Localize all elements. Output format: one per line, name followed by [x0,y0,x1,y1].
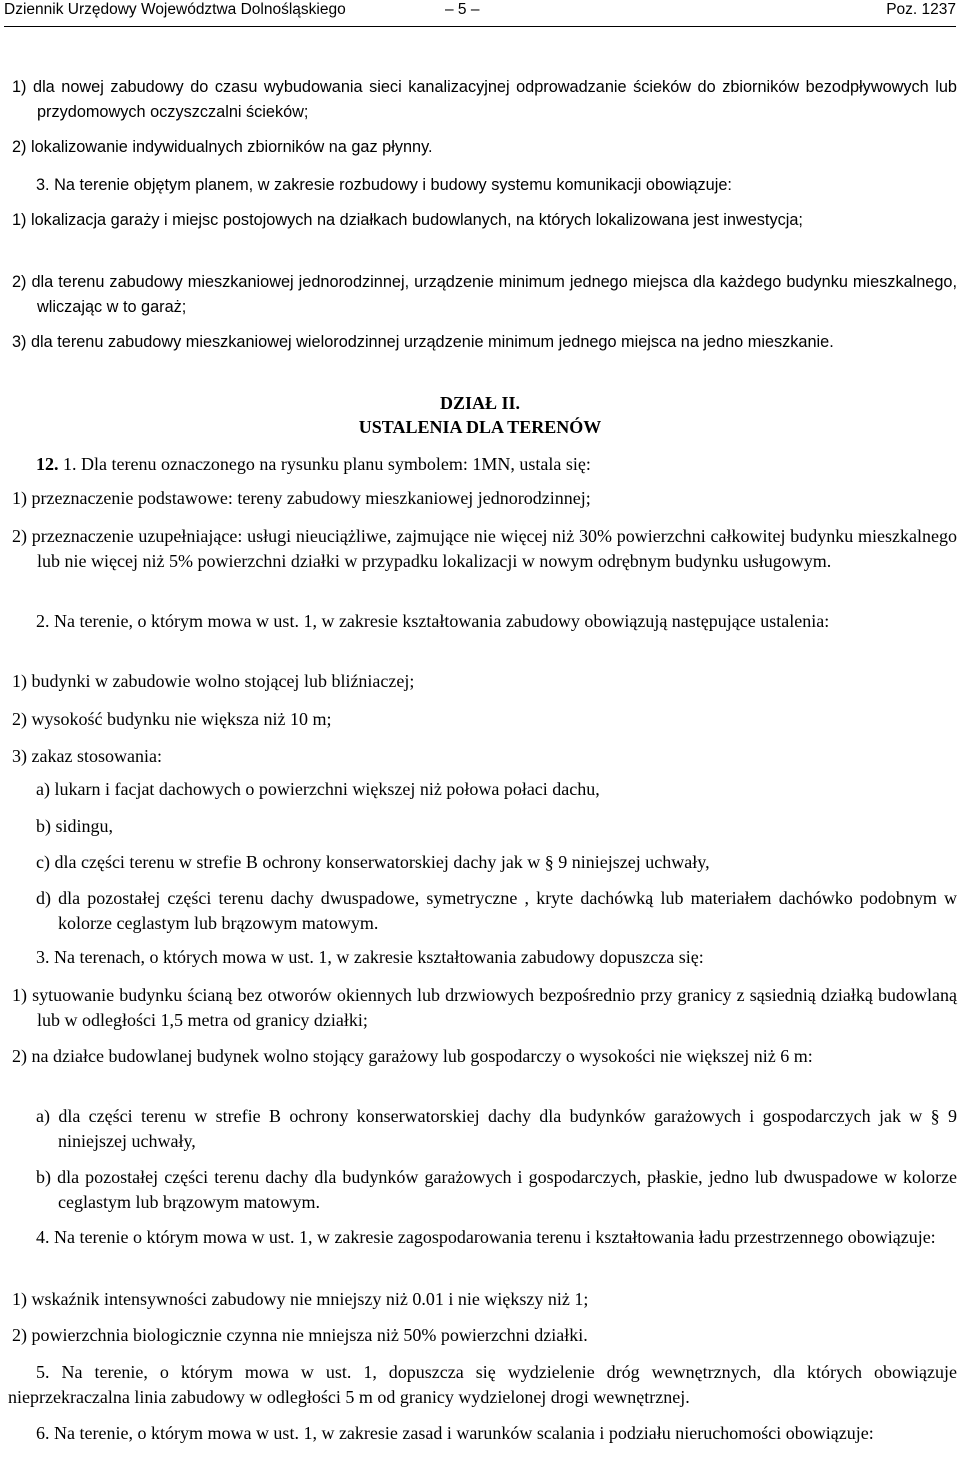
page-number: – 5 – [445,1,480,18]
paragraph: 2) powierzchnia biologicznie czynna nie mniejsza niż 50% powierzchni działki. [12,1325,588,1345]
paragraph: d) dla pozostałej części terenu dachy dwuspadowe, symetryczne , kryte dachówką lub materiałem dachówko podobnym w kolorze ceglastym lub brązowym matowym. [36,888,957,933]
journal-title: Dziennik Urzędowy Województwa Dolnośląskiego [4,1,346,18]
paragraph: b) sidingu, [36,816,114,836]
paragraph: 5. Na terenie, o którym mowa w ust. 1, dopuszcza się wydzielenie dróg wewnętrznych, dla których obowiązuje nieprzekraczalna linia zabudowy w odległości 5 m od granicy wydzielonej drogi wewnętrznej. [8,1362,957,1407]
paragraph-number: 12. [36,454,59,474]
paragraph: b) dla pozostałej części terenu dachy dla budynków garażowych i gospodarczych, płaskie, jedno lub dwuspadowe w kolorze ceglastym lub brązowym matowym. [36,1167,957,1212]
paragraph: 1) dla nowej zabudowy do czasu wybudowania sieci kanalizacyjnej odprowadzanie ścieków do zbiorników bezodpływowych lub przydomowych oczyszczalni ścieków; [12,78,957,121]
paragraph: 2) dla terenu zabudowy mieszkaniowej jednorodzinnej, urządzenie minimum jednego miejsca dla każdego budynku mieszkalnego, wliczając w to garaż; [12,273,957,316]
paragraph: 1) wskaźnik intensywności zabudowy nie mniejszy niż 0.01 i nie większy niż 1; [12,1289,589,1309]
paragraph: 1) budynki w zabudowie wolno stojącej lub bliźniaczej; [12,671,415,691]
paragraph-text: 1. Dla terenu oznaczonego na rysunku planu symbolem: 1MN, ustala się: [63,454,591,474]
paragraph: 3) zakaz stosowania: [12,746,162,766]
paragraph: 3. Na terenie objętym planem, w zakresie rozbudowy i budowy systemu komunikacji obowiązuje: [36,176,732,194]
paragraph: a) dla części terenu w strefie B ochrony konserwatorskiej dachy dla budynków garażowych i gospodarczych jak w § 9 niniejszej uchwały, [36,1106,957,1151]
paragraph: 4. Na terenie o którym mowa w ust. 1, w zakresie zagospodarowania terenu i kształtowania ładu przestrzennego obowiązuje: [36,1227,936,1247]
paragraph: 2) na działce budowlanej budynek wolno stojący garażowy lub gospodarczy o wysokości nie większej niż 6 m: [12,1046,813,1066]
paragraph: 2. Na terenie, o którym mowa w ust. 1, w zakresie kształtowania zabudowy obowiązują następujące ustalenia: [36,611,830,631]
paragraph: 3. Na terenach, o których mowa w ust. 1, w zakresie kształtowania zabudowy dopuszcza się: [36,947,704,967]
paragraph: 2) lokalizowanie indywidualnych zbiorników na gaz płynny. [12,138,433,156]
paragraph: c) dla części terenu w strefie B ochrony konserwatorskiej dachy jak w § 9 niniejszej uchwały, [36,852,710,872]
paragraph: 1) lokalizacja garaży i miejsc postojowych na działkach budowlanych, na których lokalizowana jest inwestycja; [12,211,803,229]
paragraph: 1) przeznaczenie podstawowe: tereny zabudowy mieszkaniowej jednorodzinnej; [12,488,591,508]
paragraph: 3) dla terenu zabudowy mieszkaniowej wielorodzinnej urządzenie minimum jednego miejsca na jedno mieszkanie. [12,333,834,351]
section-title: DZIAŁ II. [439,393,521,413]
page-header [4,0,956,27]
paragraph: 6. Na terenie, o którym mowa w ust. 1, w zakresie zasad i warunków scalania i podziału nieruchomości obowiązuje: [36,1423,874,1443]
paragraph: a) lukarn i facjat dachowych o powierzchni większej niż połowa połaci dachu, [36,779,600,799]
paragraph: 2) przeznaczenie uzupełniające: usługi nieuciążliwe, zajmujące nie więcej niż 30% powierzchni całkowitej budynku mieszkalnego lub nie więcej niż 5% powierzchni działki w przypadku lokalizacji w nowym odrębnym budynku usługowym. [12,526,957,571]
section-subtitle: USTALENIA DLA TERENÓW [358,417,602,437]
paragraph-12 [36,452,957,477]
position-number: Poz. 1237 [886,1,956,18]
paragraph: 2) wysokość budynku nie większa niż 10 m; [12,709,332,729]
paragraph: 1) sytuowanie budynku ścianą bez otworów okiennych lub drzwiowych bezpośrednio przy granicy z sąsiednią działką budowlaną lub w odległości 1,5 metra od granicy działki; [12,985,957,1030]
